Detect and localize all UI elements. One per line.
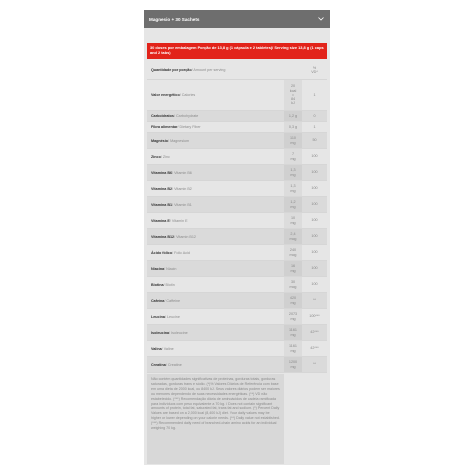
nutrient-label-en: / Leucine (164, 314, 180, 319)
nutrient-amount: 420 mg (284, 293, 302, 308)
nutrient-daily-value: 0 (313, 113, 316, 118)
nutrient-name (147, 197, 284, 212)
nutrient-daily-value: 50 (312, 138, 317, 143)
nutrient-name (147, 133, 284, 148)
table-row (147, 277, 327, 293)
nutrient-daily-value: 100*** (309, 314, 320, 319)
servings-banner: 30 doses por embalagem Porção de 13,8 g (1 cápsula e 2 tabletes)/ Serving size 13,8 g (1 caps and 2 tabs) (147, 43, 327, 59)
nutrient-amount: 20 kcal = 84 kJ (284, 80, 302, 110)
nutrient-label-en: / Caffeine (164, 298, 181, 303)
nutrient-label-en: / Vitamin B6 (172, 170, 192, 175)
nutrient-name (147, 261, 284, 276)
nutrient-amount: 2,4 mcg (284, 229, 302, 244)
nutrient-amount: 0,3 g (284, 122, 302, 132)
nutrient-label: Niacina (151, 266, 165, 271)
nutrient-label: Magnésio (151, 138, 169, 143)
nutrient-label: Leucina (151, 314, 165, 319)
table-row (147, 80, 327, 111)
table-row (147, 165, 327, 181)
nutrient-name (147, 293, 284, 308)
nutrient-daily-value: 100 (311, 202, 318, 207)
nutrient-amount: 110 mg (284, 133, 302, 148)
chevron-down-icon[interactable] (317, 15, 325, 23)
table-row (147, 325, 327, 341)
nutrient-daily-value: 100 (311, 170, 318, 175)
nutrient-label: Vitamina E (151, 218, 170, 223)
nutrient-name (147, 357, 284, 372)
header-pct: % VD* (311, 65, 318, 74)
nutrient-label-en: / Vitamin E (169, 218, 188, 223)
nutrition-table (147, 61, 327, 373)
nutrient-name (147, 111, 284, 121)
nutrient-name (147, 213, 284, 228)
nutrient-name (147, 122, 284, 132)
table-row (147, 245, 327, 261)
nutrient-label-en: / Calories (179, 93, 196, 97)
nutrient-name (147, 341, 284, 356)
nutrient-amount: 1,3 mg (284, 165, 302, 180)
nutrient-daily-value: 100 (311, 234, 318, 239)
nutrient-amount: 240 mcg (284, 245, 302, 260)
nutrient-name (147, 277, 284, 292)
nutrient-label-en: / Carbohydrate (173, 114, 199, 118)
nutrient-label: Valina (151, 346, 162, 351)
nutrient-label: Carboidratos (151, 114, 174, 118)
nutrient-label-en: / Magnesium (168, 138, 190, 143)
header-amount (284, 61, 302, 79)
nutrient-label-en: / Vitamin B1 (172, 202, 192, 207)
nutrient-label-en: / Dietary Fiber (177, 125, 201, 129)
table-row (147, 197, 327, 213)
table-row (147, 309, 327, 325)
table-row (147, 293, 327, 309)
table-header-row (147, 61, 327, 80)
accordion-title: Magnesio + 30 Sachets (149, 16, 200, 22)
table-row (147, 111, 327, 122)
nutrient-name (147, 149, 284, 164)
table-row (147, 133, 327, 149)
table-row (147, 149, 327, 165)
header-label: Quantidade por porção / Amount per serving (151, 68, 226, 72)
table-row (147, 357, 327, 373)
nutrient-amount: 10 mg (284, 213, 302, 228)
nutrient-label-en: / Biotin (163, 282, 175, 287)
footnotes: Não contém quantidades significativas de proteínas, gorduras totais, gorduras saturadas, gorduras trans e sódio. (*)% Valores Diários de Referência com base em uma dieta de 2000 kcal, ou 8400 kJ. Seus valores diários podem ser maiores ou menores dependendo de suas necessidades energéticas. (**) VD não estabelecido. (***) Recomendação diária de aminoácidos de cadeia ramificada para indivíduos com peso equivalente a 70 kg. / Does not contain significant amounts of protein, total fat, saturated fat, trans fat and sodium. (*) Percent Daily Values are based on a 2,000 kcal (8,400 kJ) diet. Your daily values may be higher or lower depending on your calorie needs. (**) Daily value not established. (***) Recommended daily need of branched-chain amino acids for an individual weighing 70 kg. (147, 374, 284, 464)
nutrient-amount: 16 mg (284, 261, 302, 276)
nutrient-amount: 30 mcg (284, 277, 302, 292)
nutrient-label: Fibra alimentar (151, 125, 178, 129)
table-row (147, 122, 327, 133)
nutrient-label-en: / Valine (161, 346, 174, 351)
nutrient-daily-value: 100 (311, 218, 318, 223)
nutrient-label-en: / Vitamin B2 (172, 186, 192, 191)
nutrient-label: Vitamina B12 (151, 234, 175, 239)
nutrient-daily-value: 1 (313, 92, 316, 97)
nutrient-daily-value: 1 (313, 124, 316, 129)
nutrient-amount: 1161 mg (284, 341, 302, 356)
nutrient-name (147, 245, 284, 260)
table-row (147, 261, 327, 277)
nutrient-name (147, 325, 284, 340)
nutrient-daily-value: 42*** (310, 330, 319, 335)
nutrient-name (147, 181, 284, 196)
nutrient-daily-value: ** (313, 362, 316, 367)
nutrient-label: Creatina (151, 362, 166, 367)
nutrient-daily-value: 100 (311, 266, 318, 271)
table-row (147, 229, 327, 245)
table-row (147, 213, 327, 229)
nutrient-label: Zinco (151, 154, 161, 159)
nutrient-daily-value: 100 (311, 154, 318, 159)
nutrient-label: Cafeína (151, 298, 165, 303)
nutrient-label-en: / Isoleucine (169, 330, 188, 335)
nutrient-amount: 2073 mg (284, 309, 302, 324)
nutrient-amount: 1161 mg (284, 325, 302, 340)
nutrient-daily-value: 100 (311, 282, 318, 287)
table-row (147, 181, 327, 197)
nutrient-label-en: / Creatine (165, 362, 182, 367)
nutrient-label: Biotina (151, 282, 164, 287)
nutrient-label-en: / Niacin (164, 266, 177, 271)
nutrient-label: Ácido fólico (151, 250, 173, 255)
nutrient-label: Valor energético (151, 93, 180, 97)
nutrient-label: Vitamina B6 (151, 170, 173, 175)
nutrition-panel (144, 10, 330, 465)
table-row (147, 341, 327, 357)
nutrient-label: Vitamina B2 (151, 186, 173, 191)
nutrient-daily-value: 100 (311, 186, 318, 191)
nutrient-label-en: / Vitamin B12 (174, 234, 196, 239)
nutrient-label-en: / Folic Acid (172, 250, 190, 255)
nutrient-amount: 1,3 mg (284, 181, 302, 196)
nutrient-daily-value: 100 (311, 250, 318, 255)
nutrient-name (147, 80, 284, 110)
nutrient-label: Vitamina B1 (151, 202, 173, 207)
table-body (147, 80, 327, 373)
nutrient-name (147, 229, 284, 244)
nutrient-name (147, 165, 284, 180)
nutrient-amount: 1,2 mg (284, 197, 302, 212)
nutrient-label: Isoleucina (151, 330, 170, 335)
nutrient-daily-value: ** (313, 298, 316, 303)
nutrient-amount: 7 mg (284, 149, 302, 164)
nutrient-amount: 1,2 g (284, 111, 302, 121)
nutrient-amount: 1200 mg (284, 357, 302, 372)
nutrient-label-en: / Zinc (160, 154, 170, 159)
nutrient-daily-value: 42*** (310, 346, 319, 351)
nutrient-name (147, 309, 284, 324)
accordion-header[interactable] (144, 10, 330, 28)
